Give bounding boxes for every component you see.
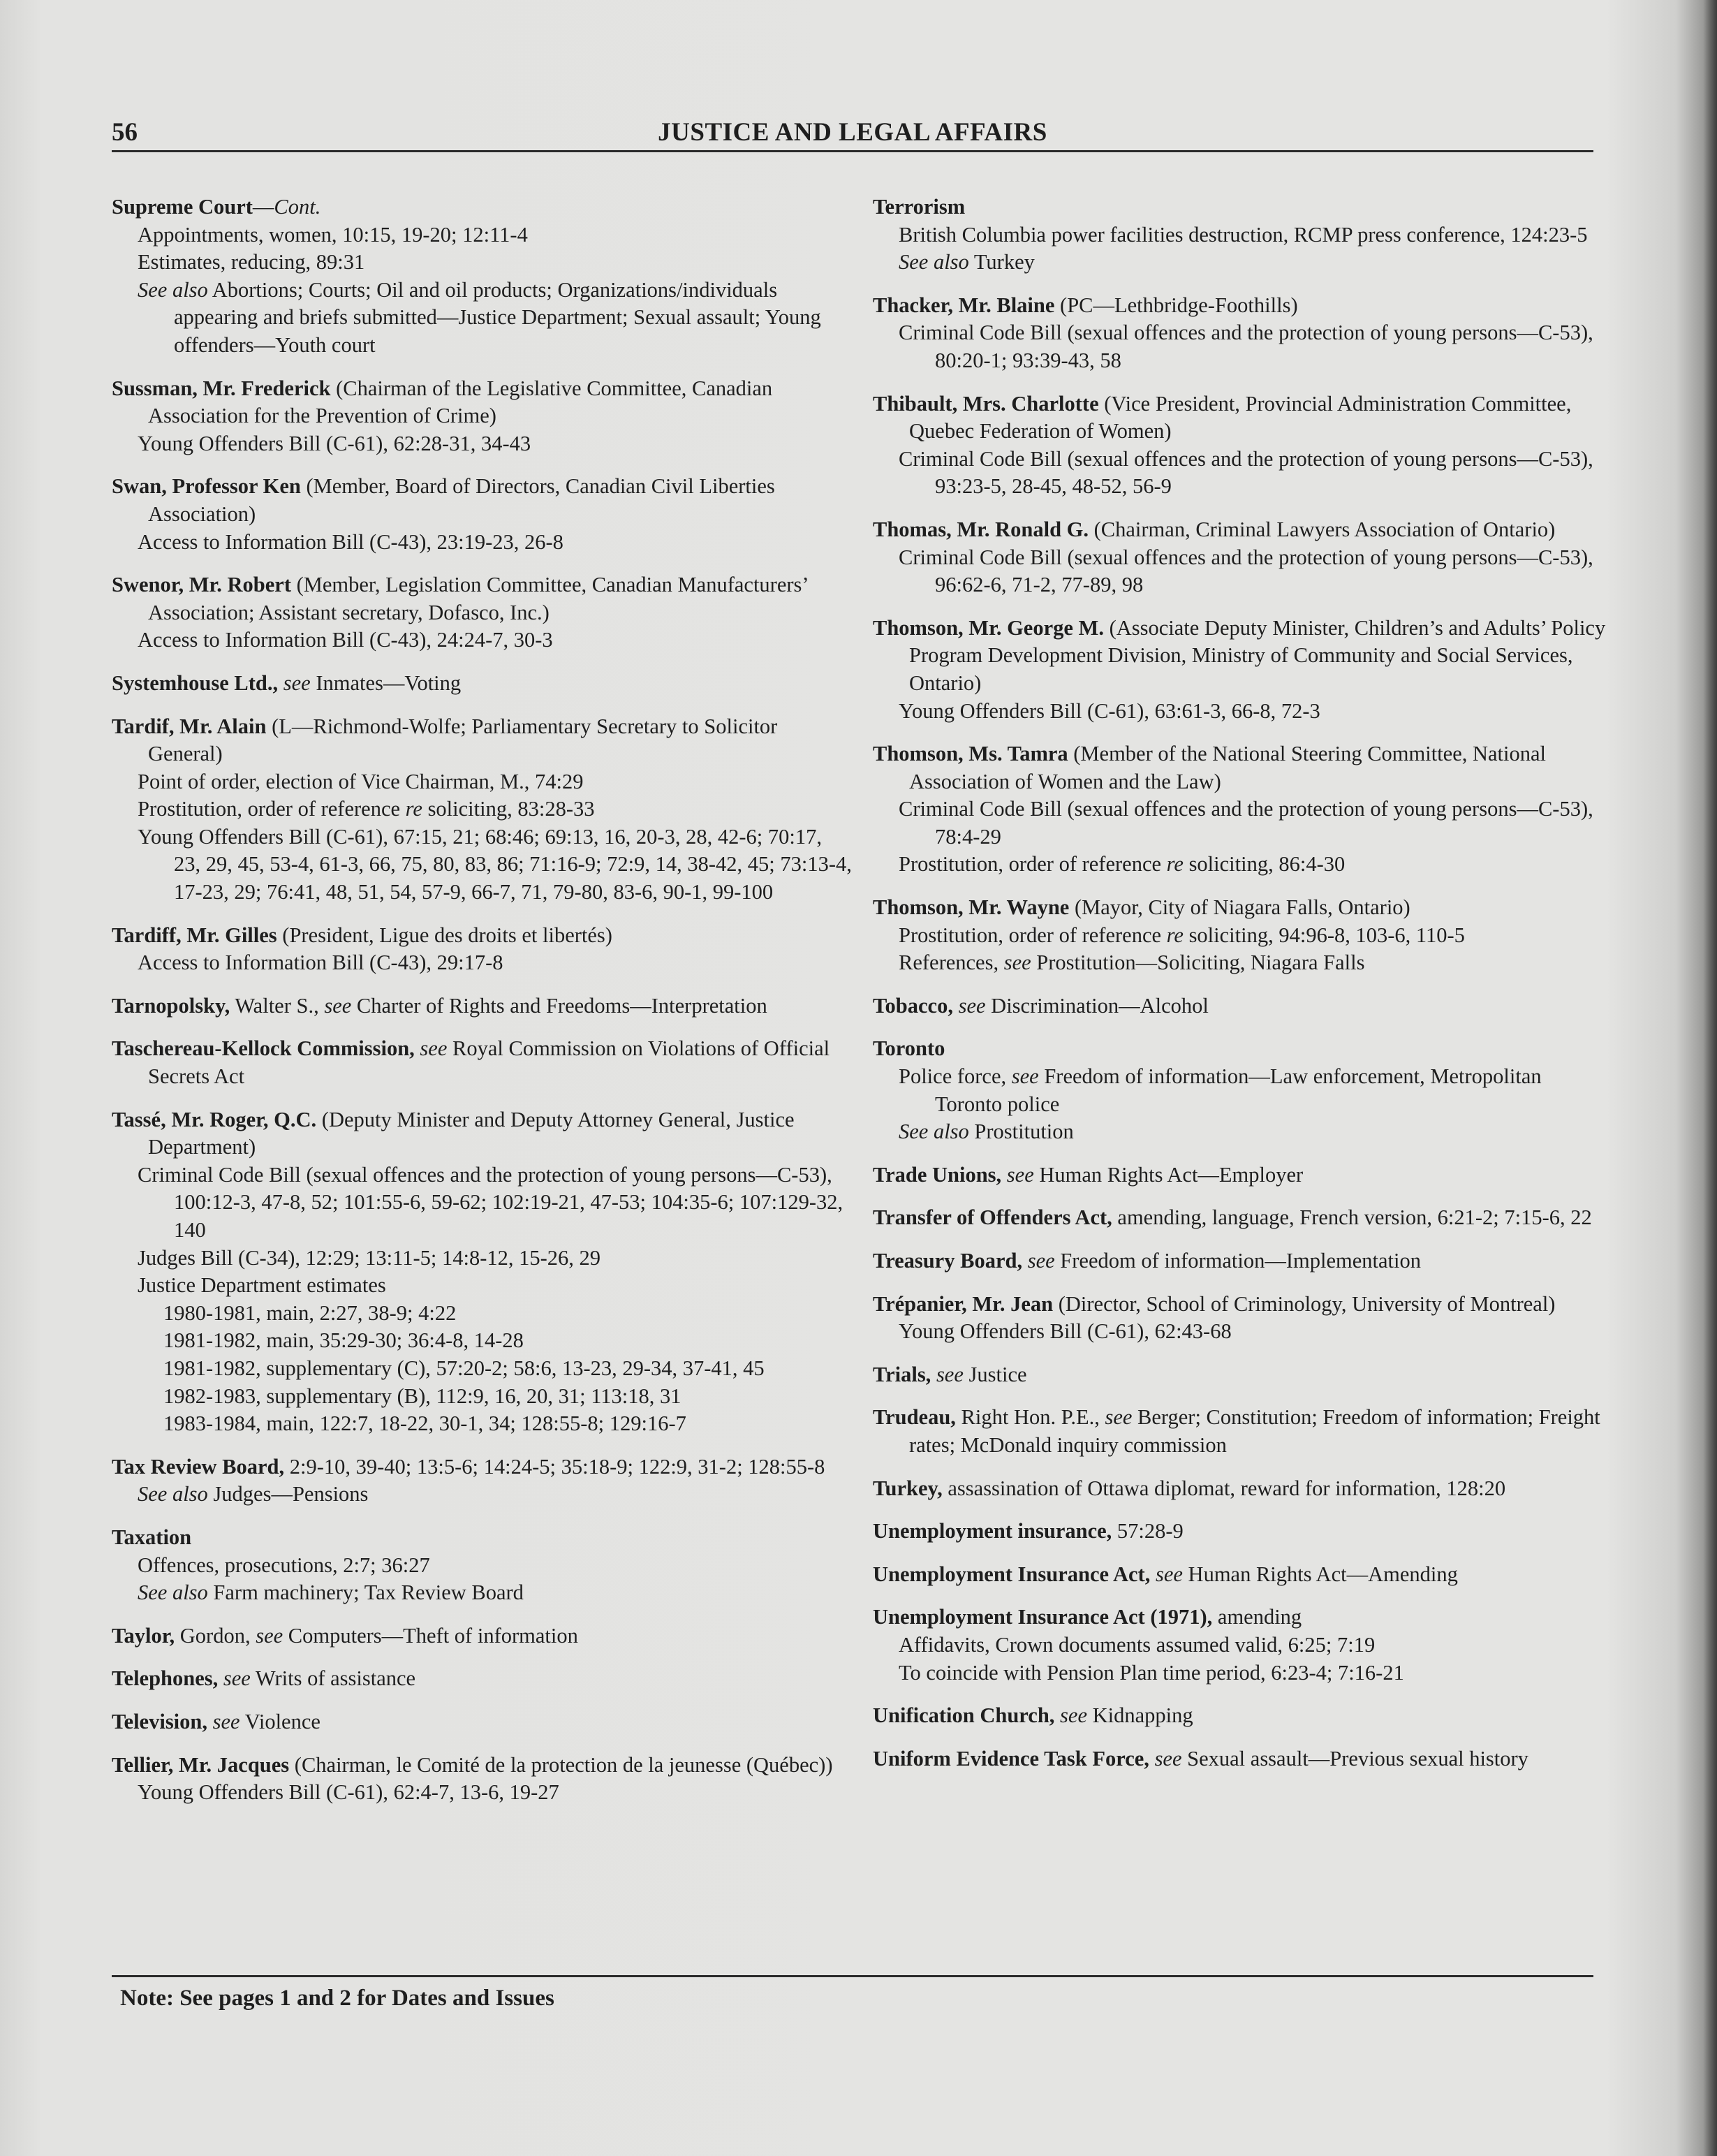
entry-heading: Thomson, Mr. Wayne [873, 895, 1070, 920]
entry-subentry-line [873, 319, 1606, 374]
entry-heading: Trade Unions, [873, 1162, 1002, 1187]
entry-heading-line [112, 375, 852, 430]
entry-heading: Trials, [873, 1362, 931, 1386]
italic-text: see [1155, 1562, 1183, 1586]
index-entry [873, 1404, 1606, 1459]
entry-subentry-line [112, 795, 852, 823]
entry-subentry-line [112, 1161, 852, 1245]
italic-text: see [1105, 1405, 1133, 1430]
italic-text: See also [899, 1120, 969, 1144]
entry-heading-line [112, 1622, 852, 1650]
italic-text: see [212, 1709, 240, 1733]
italic-text: see [256, 1623, 283, 1648]
italic-text: see [283, 670, 311, 695]
index-entry [873, 1291, 1606, 1346]
entry-text: Judges Bill (C-34), 12:29; 13:11-5; 14:8-12, 15-26, 29 [138, 1245, 601, 1270]
entry-text [1150, 1562, 1156, 1586]
entry-text: 2:9-10, 39-40; 13:5-6; 14:24-5; 35:18-9; 122:9, 31-2; 128:55-8 [284, 1454, 825, 1479]
entry-heading: Tax Review Board, [112, 1454, 285, 1479]
entry-heading: Turkey, [873, 1476, 943, 1500]
entry-subentry-line [873, 249, 1606, 277]
italic-text: see [1003, 951, 1031, 975]
entry-text: — [252, 195, 274, 219]
header-rule [112, 150, 1593, 152]
entry-text: References, [899, 951, 1004, 975]
index-entry [112, 571, 852, 654]
entry-heading: Tassé, Mr. Roger, Q.C. [112, 1107, 317, 1131]
entry-heading-line [873, 1518, 1606, 1546]
index-entry [873, 193, 1606, 277]
entry-text: Writs of assistance [250, 1666, 416, 1691]
entry-text: (L—Richmond-Wolfe; Parliamentary Secretary to Solicitor General) [148, 714, 778, 766]
entry-text: 57:28-9 [1112, 1519, 1184, 1543]
index-entry [112, 1524, 852, 1607]
entry-text [218, 1666, 223, 1690]
entry-text: Berger; Constitution; Freedom of information; Freight rates; McDonald inquiry commission [909, 1405, 1600, 1457]
entry-text: (Chairman, Criminal Lawyers Association of Ontario) [1089, 517, 1556, 541]
italic-text: re [405, 797, 422, 821]
entry-text: Freedom of information—Law enforcement, Metropolitan Toronto police [935, 1064, 1542, 1116]
entry-heading-line [873, 1404, 1606, 1459]
entry-heading-line [112, 922, 852, 950]
italic-text: see [1060, 1703, 1087, 1728]
index-entry [873, 1745, 1606, 1773]
entry-heading-line [873, 894, 1606, 922]
entry-text [1149, 1747, 1155, 1770]
index-entry [112, 375, 852, 458]
entry-heading: Treasury Board, [873, 1249, 1023, 1273]
entry-heading: Systemhouse Ltd., [112, 670, 279, 695]
entry-heading-line [112, 1524, 852, 1552]
entry-text: British Columbia power facilities destruction, RCMP press conference, 124:23-5 [899, 222, 1588, 247]
entry-subentry-line [873, 795, 1606, 851]
index-entry [873, 1702, 1606, 1730]
entry-heading: Tarnopolsky, [112, 993, 230, 1018]
entry-subentry-line [112, 430, 852, 458]
entry-heading: Tellier, Mr. Jacques [112, 1752, 290, 1777]
entry-heading-line [112, 670, 852, 698]
entry-heading: Thomas, Mr. Ronald G. [873, 517, 1089, 541]
footer-note: Note: See pages 1 and 2 for Dates and Issues [120, 1986, 554, 2011]
italic-text: See also [138, 1482, 208, 1506]
entry-text: Young Offenders Bill (C-61), 62:28-31, 34-43 [138, 431, 531, 455]
entry-text: Estimates, reducing, 89:31 [138, 250, 365, 274]
entry-heading-line [873, 992, 1606, 1020]
entry-text: Charter of Rights and Freedoms—Interpretation [351, 993, 767, 1018]
italic-text: re [1166, 852, 1184, 877]
entry-text: Inmates—Voting [310, 670, 462, 695]
index-entry [873, 292, 1606, 375]
italic-text: see [223, 1666, 251, 1691]
entry-heading-line [873, 390, 1606, 446]
entry-text: soliciting, 83:28-33 [422, 797, 595, 821]
entry-text: Offences, prosecutions, 2:7; 36:27 [138, 1553, 430, 1577]
entry-subentry-line [112, 768, 852, 796]
entry-heading-line [873, 1161, 1606, 1189]
entry-subentry-line [112, 1300, 852, 1328]
index-entry [873, 1247, 1606, 1275]
entry-text: Kidnapping [1087, 1703, 1193, 1728]
entry-subentry-line [112, 1552, 852, 1580]
entry-subentry-line [112, 1245, 852, 1273]
entry-text: Police force, [899, 1064, 1012, 1089]
entry-text: Sexual assault—Previous sexual history [1181, 1746, 1528, 1770]
entry-heading-line [873, 1291, 1606, 1319]
entry-heading-line [112, 571, 852, 626]
italic-text: see [1154, 1746, 1182, 1770]
entry-text: (Member, Board of Directors, Canadian Civil Liberties Association) [148, 474, 775, 526]
page-number: 56 [112, 118, 138, 147]
index-entry [873, 992, 1606, 1020]
entry-text: Criminal Code Bill (sexual offences and the protection of young persons—C-53), 93:23-5, 28-45, 48-52, 56-9 [899, 446, 1593, 499]
entry-subentry-line [873, 1118, 1606, 1146]
entry-subentry-line [112, 1410, 852, 1438]
entry-heading-line [112, 1035, 852, 1090]
entry-heading: Unemployment Insurance Act, [873, 1562, 1151, 1586]
index-entry [873, 1204, 1606, 1232]
entry-heading: Unemployment insurance, [873, 1519, 1112, 1543]
entry-heading-line [112, 713, 852, 768]
entry-subentry-line [112, 277, 852, 360]
entry-heading: Thibault, Mrs. Charlotte [873, 391, 1099, 416]
italic-text: see [1027, 1249, 1055, 1273]
index-entry [112, 1708, 852, 1736]
entry-text: (PC—Lethbridge-Foothills) [1054, 293, 1298, 317]
italic-text: See also [138, 1581, 208, 1605]
entry-heading-line [112, 1106, 852, 1161]
entry-heading-line [873, 1247, 1606, 1275]
index-entry [112, 473, 852, 556]
entry-heading-line [873, 615, 1606, 698]
italic-text: see [420, 1036, 448, 1061]
entry-heading: Tardiff, Mr. Gilles [112, 923, 277, 947]
entry-heading-line [873, 740, 1606, 795]
entry-text: (Chairman, le Comité de la protection de la jeunesse (Québec)) [289, 1752, 833, 1777]
entry-heading: Terrorism [873, 195, 966, 219]
entry-subentry-line [112, 221, 852, 249]
index-entry [873, 390, 1606, 501]
entry-text: Justice [963, 1362, 1027, 1386]
entry-text: Discrimination—Alcohol [985, 993, 1209, 1018]
entry-text: Access to Information Bill (C-43), 23:19-23, 26-8 [138, 529, 563, 554]
entry-text: Prostitution, order of reference [138, 797, 406, 821]
entry-text: Young Offenders Bill (C-61), 62:43-68 [899, 1319, 1232, 1344]
entry-subentry-line [112, 1355, 852, 1383]
entry-heading: Thacker, Mr. Blaine [873, 293, 1055, 317]
entry-subentry-line [112, 529, 852, 557]
entry-text: soliciting, 94:96-8, 103-6, 110-5 [1183, 923, 1465, 947]
entry-heading: Trudeau, [873, 1405, 956, 1430]
entry-subentry-line [873, 1631, 1606, 1659]
entry-text: Prostitution, order of reference [899, 852, 1167, 877]
index-entry [873, 894, 1606, 977]
entry-text: Violence [240, 1709, 320, 1733]
index-entry [112, 1453, 852, 1509]
index-entry [873, 615, 1606, 725]
entry-subentry-line [873, 851, 1606, 879]
italic-text: See also [899, 250, 969, 274]
entry-text: Turkey [968, 250, 1035, 274]
entry-heading: Taylor, [112, 1623, 175, 1648]
index-entry [873, 1035, 1606, 1145]
index-entry [873, 1604, 1606, 1687]
entry-text: Right Hon. P.E., [955, 1405, 1105, 1430]
entry-subentry-line [112, 626, 852, 654]
entry-subentry-line [873, 698, 1606, 726]
entry-heading-line [112, 1453, 852, 1481]
index-entry [873, 1361, 1606, 1389]
entry-heading-line [873, 1561, 1606, 1589]
entry-text: Criminal Code Bill (sexual offences and the protection of young persons—C-53), 80:20-1; 93:39-43, 58 [899, 321, 1593, 372]
entry-subentry-line [873, 949, 1606, 977]
entry-subentry-line [873, 544, 1606, 599]
index-entry [873, 1161, 1606, 1189]
entry-heading-line [112, 1752, 852, 1780]
entry-text: (President, Ligue des droits et libertés) [277, 923, 612, 947]
entry-text: (Director, School of Criminology, University of Montreal) [1053, 1291, 1556, 1316]
entry-heading: Supreme Court [112, 195, 253, 219]
entry-heading: Toronto [873, 1036, 945, 1061]
index-entry [112, 1106, 852, 1438]
entry-heading: Uniform Evidence Task Force, [873, 1746, 1149, 1770]
entry-text: Human Rights Act—Employer [1033, 1162, 1304, 1187]
entry-subentry-line [873, 1659, 1606, 1687]
entry-text: (Chairman of the Legislative Committee, Canadian Association for the Prevention of Crime) [148, 376, 773, 428]
entry-text: Criminal Code Bill (sexual offences and the protection of young persons—C-53), 78:4-29 [899, 797, 1593, 849]
entry-text: Justice Department estimates [138, 1273, 386, 1298]
entry-text [278, 671, 283, 695]
entry-heading-line [873, 1475, 1606, 1503]
index-entry [873, 1561, 1606, 1589]
entry-text: (Vice President, Provincial Administration Committee, Quebec Federation of Women) [909, 391, 1572, 443]
entry-subentry-line [873, 221, 1606, 249]
entry-heading: Sussman, Mr. Frederick [112, 376, 331, 400]
entry-heading: Television, [112, 1709, 207, 1733]
entry-text: Freedom of information—Implementation [1054, 1249, 1421, 1273]
entry-text: To coincide with Pension Plan time period, 6:23-4; 7:16-21 [899, 1660, 1404, 1685]
entry-text [931, 1363, 936, 1386]
entry-text: Point of order, election of Vice Chairman, M., 74:29 [138, 769, 584, 793]
entry-text: Access to Information Bill (C-43), 29:17-8 [138, 951, 503, 975]
entry-heading: Trépanier, Mr. Jean [873, 1291, 1054, 1316]
entry-subentry-line [873, 1063, 1606, 1118]
entry-text [207, 1710, 213, 1733]
index-entry [112, 713, 852, 907]
entry-heading-line [873, 516, 1606, 544]
entry-heading-line [873, 1745, 1606, 1773]
entry-heading: Thomson, Mr. George M. [873, 615, 1104, 640]
index-entry [873, 740, 1606, 879]
entry-text: Access to Information Bill (C-43), 24:24-7, 30-3 [138, 628, 553, 652]
entry-text: Affidavits, Crown documents assumed valid, 6:25; 7:19 [899, 1632, 1376, 1657]
index-entry [112, 1665, 852, 1693]
entry-text: Walter S., [230, 993, 325, 1018]
entry-heading-line [112, 1708, 852, 1736]
entry-text [953, 994, 959, 1018]
italic-text: Cont. [274, 195, 321, 219]
entry-text: 1980-1981, main, 2:27, 38-9; 4:22 [163, 1300, 457, 1325]
entry-text: (Associate Deputy Minister, Children’s and Adults’ Policy Program Development Division, Ministry of Community and Social Services, Ontario) [909, 615, 1606, 695]
index-entry [873, 1475, 1606, 1503]
entry-heading: Tobacco, [873, 993, 953, 1018]
entry-heading: Taschereau-Kellock Commission, [112, 1036, 415, 1061]
entry-text [1001, 1163, 1007, 1187]
index-entry [112, 1752, 852, 1807]
page-edge-shadow [1703, 0, 1717, 2156]
entry-text: 1981-1982, main, 35:29-30; 36:4-8, 14-28 [163, 1328, 524, 1353]
entry-subentry-line [112, 1383, 852, 1411]
index-entry [873, 516, 1606, 599]
entry-subentry-line [112, 823, 852, 907]
entry-heading-line [112, 1665, 852, 1693]
index-entry [112, 992, 852, 1020]
entry-heading: Thomson, Ms. Tamra [873, 742, 1068, 766]
entry-text: Human Rights Act—Amending [1182, 1562, 1458, 1586]
footer-rule [112, 1975, 1593, 1977]
entry-text: Royal Commission on Violations of Official Secrets Act [148, 1036, 830, 1089]
entry-subentry-line [873, 922, 1606, 950]
entry-text: Criminal Code Bill (sexual offences and the protection of young persons—C-53), 96:62-6, 71-2, 77-89, 98 [899, 545, 1593, 597]
entry-text: Young Offenders Bill (C-61), 62:4-7, 13-6, 19-27 [138, 1780, 559, 1805]
italic-text: re [1166, 923, 1184, 947]
entry-subentry-line [112, 1779, 852, 1807]
italic-text: see [958, 993, 986, 1018]
entry-text: Prostitution—Soliciting, Niagara Falls [1031, 951, 1365, 975]
italic-text: see [1011, 1064, 1039, 1089]
entry-text: Judges—Pensions [207, 1482, 369, 1506]
entry-heading-line [873, 1035, 1606, 1063]
entry-heading-line [873, 1204, 1606, 1232]
italic-text: see [1006, 1162, 1034, 1187]
running-title: JUSTICE AND LEGAL AFFAIRS [658, 118, 1047, 147]
index-entry [112, 670, 852, 698]
entry-text: (Member, Legislation Committee, Canadian Manufacturers’ Association; Assistant secretary, Dofasco, Inc.) [148, 573, 808, 624]
left-column [112, 193, 852, 1822]
entry-text: Young Offenders Bill (C-61), 63:61-3, 66-8, 72-3 [899, 698, 1320, 723]
index-entry [112, 1622, 852, 1650]
entry-subentry-line [112, 949, 852, 977]
entry-heading: Unemployment Insurance Act (1971), [873, 1605, 1213, 1629]
entry-text: Criminal Code Bill (sexual offences and the protection of young persons—C-53), 100:12-3, 47-8, 52; 101:55-6, 59-62; 102:19-21, 47-53; 104:35-6; 107:129-32, 140 [138, 1162, 843, 1242]
entry-text: Farm machinery; Tax Review Board [207, 1581, 524, 1605]
italic-text: see [324, 993, 352, 1018]
italic-text: See also [138, 277, 208, 302]
entry-heading: Transfer of Offenders Act, [873, 1205, 1112, 1230]
entry-text: assassination of Ottawa diplomat, reward for information, 128:20 [942, 1476, 1506, 1500]
entry-text: Prostitution, order of reference [899, 923, 1167, 947]
index-entry [112, 922, 852, 977]
entry-subentry-line [873, 1318, 1606, 1346]
entry-text [1054, 1703, 1060, 1727]
entry-text: Young Offenders Bill (C-61), 67:15, 21; 68:46; 69:13, 16, 20-3, 28, 42-6; 70:17, 23, 29, 45, 53-4, 61-3, 66, 75, 80, 83, 86; 71:16-9; 72:9, 14, 38-42, 45; 73:13-4, 17-23, 29; 76:41, 48, 51, 54, 57-9, 66-7, 71, 79-80, 83-6, 90-1, 99-100 [138, 824, 852, 904]
entry-text: Prostitution [968, 1120, 1074, 1144]
entry-text [1022, 1249, 1028, 1273]
entry-text: (Member of the National Steering Committee, National Association of Women and the Law) [909, 742, 1547, 793]
entry-heading-line [873, 1702, 1606, 1730]
entry-heading-line [112, 473, 852, 528]
entry-subentry-line [112, 1327, 852, 1355]
entry-subentry-line [112, 1579, 852, 1607]
entry-text: 1981-1982, supplementary (C), 57:20-2; 58:6, 13-23, 29-34, 37-41, 45 [163, 1356, 765, 1380]
entry-text: (Mayor, City of Niagara Falls, Ontario) [1069, 895, 1410, 920]
right-column [873, 193, 1606, 1788]
entry-heading-line [873, 1361, 1606, 1389]
entry-text: 1982-1983, supplementary (B), 112:9, 16, 20, 31; 113:18, 31 [163, 1384, 681, 1408]
entry-text: Gordon, [175, 1623, 256, 1648]
entry-heading-line [873, 292, 1606, 320]
entry-subentry-line [112, 1272, 852, 1300]
entry-subentry-line [112, 1481, 852, 1509]
entry-heading: Taxation [112, 1525, 192, 1549]
entry-subentry-line [873, 446, 1606, 501]
index-entry [112, 193, 852, 360]
page-header [112, 117, 1593, 152]
entry-heading: Telephones, [112, 1666, 219, 1691]
entry-text: amending [1212, 1605, 1302, 1629]
entry-text: Appointments, women, 10:15, 19-20; 12:11-4 [138, 222, 528, 247]
entry-text: soliciting, 86:4-30 [1183, 852, 1346, 877]
entry-heading-line [873, 1604, 1606, 1631]
entry-text: Abortions; Courts; Oil and oil products; Organizations/individuals appearing and briefs submitted—Justice Department; Sexual assault; Young offenders—Youth court [174, 277, 821, 357]
entry-heading: Tardif, Mr. Alain [112, 714, 267, 738]
entry-text: 1983-1984, main, 122:7, 18-22, 30-1, 34; 128:55-8; 129:16-7 [163, 1411, 686, 1436]
italic-text: see [936, 1362, 964, 1386]
index-entry [873, 1518, 1606, 1546]
entry-heading-line [112, 992, 852, 1020]
entry-heading: Swan, Professor Ken [112, 474, 301, 499]
entry-text: (Deputy Minister and Deputy Attorney General, Justice Department) [148, 1107, 795, 1159]
entry-text: Computers—Theft of information [283, 1623, 578, 1648]
index-entry [112, 1035, 852, 1090]
entry-subentry-line [112, 249, 852, 277]
entry-heading-line [873, 193, 1606, 221]
entry-heading: Swenor, Mr. Robert [112, 573, 291, 597]
entry-heading: Unification Church, [873, 1703, 1055, 1728]
entry-heading-line [112, 193, 852, 221]
entry-text: amending, language, French version, 6:21-2; 7:15-6, 22 [1112, 1205, 1592, 1230]
